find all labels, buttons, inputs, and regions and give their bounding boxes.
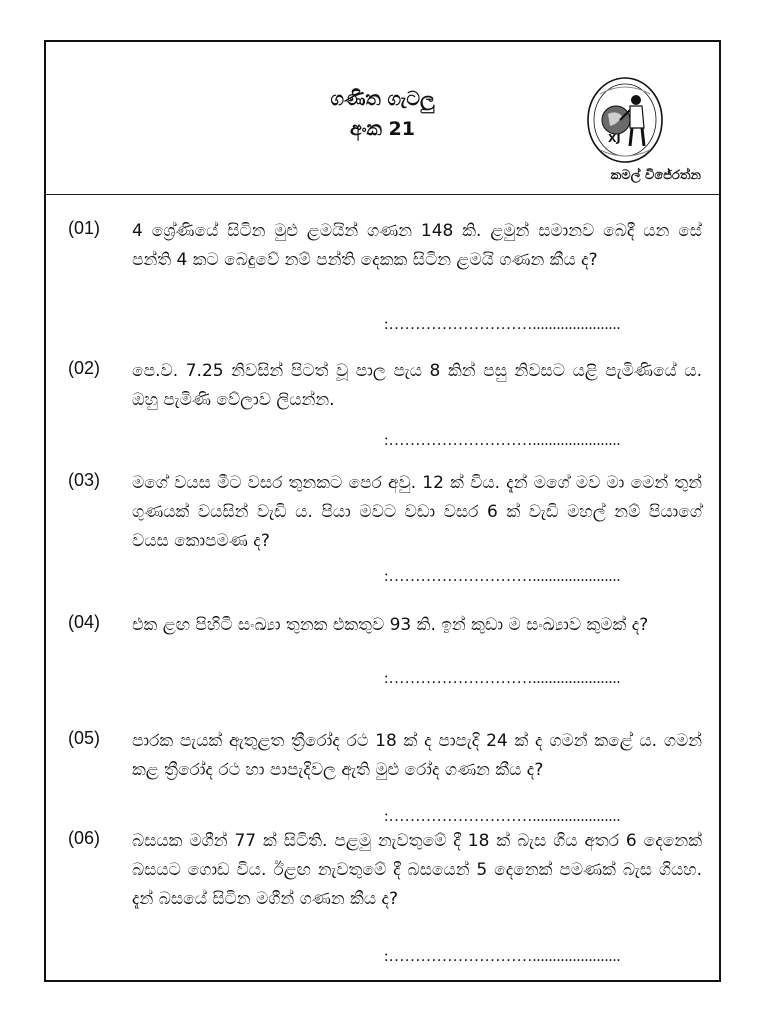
- question-text: මගේ වයස මීට වසර තුනකට පෙර අවු. 12 ක් විය. දැන් මගේ මව මා මෙන් තුන් ගුණයක් වයසින් වැඩි ය. පියා මවට වඩා වසර 6 ක් වැඩි මහල් නම් පියාගේ වයස කොපමණ ද?: [132, 473, 702, 551]
- answer-line: :………………………......................: [384, 316, 621, 333]
- question-text: එක ළඟ පිහිටි සංඛ්‍යා තුනක එකතුව 93 කි. ඉන් කුඩා ම සංඛ්‍යාව කුමක් ද?: [132, 615, 649, 635]
- question-number: (03): [68, 470, 101, 490]
- answer-line: :………………………......................: [384, 568, 621, 585]
- page-subtitle: අංක 21: [349, 118, 415, 140]
- svg-text:XJ: XJ: [608, 132, 621, 145]
- question-number: (06): [68, 828, 101, 848]
- question-text: 4 ශ්‍රේණියේ සිටින මුළු ළමයින් ගණන 148 කි. ළමුන් සමානව බෙදී යන සේ පන්ති 4 කට බෙදුවේ නම් පන්ති දෙකක සිටින ළමයි ගණන කීය ද?: [132, 221, 702, 270]
- worksheet: [44, 40, 721, 982]
- answer-line: :………………………......................: [384, 432, 621, 449]
- question-number: (04): [68, 612, 101, 632]
- question-number: (02): [68, 358, 101, 378]
- question-number: (01): [68, 218, 101, 238]
- question-text: බසයක මගීන් 77 ක් සිටිති. පළමු නැවතුමේ දී 18 ක් බැස ගිය අතර 6 දෙනෙක් බසයට ගොඩ විය. ඊළඟ නැවතුමේ දී බසයෙන් 5 දෙනෙක් පමණක් බැස ගියහ. දැන් බසයේ සිටින මගීන් ගණන කීය ද?: [132, 831, 702, 909]
- worksheet-header: [46, 42, 719, 194]
- question-text: පාරක පැයක් ඇතුළත ත්‍රීරෝද රථ 18 ක් ද පාපැදි 24 ක් ද ගමන් කළේ ය. ගමන් කළ ත්‍රීරෝද රථ හා පාපැදිවල ඇති මුළු රෝද ගණන කීය ද?: [132, 731, 702, 780]
- answer-line: :………………………......................: [384, 670, 621, 687]
- question-number: (05): [68, 728, 101, 748]
- page-title: ගණිත ගැටලු: [330, 88, 435, 110]
- answer-line: :………………………......................: [384, 948, 621, 965]
- logo-icon: [586, 76, 664, 164]
- author-name: කමල් විජේරත්න: [610, 168, 701, 183]
- question-text: පෙ.ව. 7.25 නිවසින් පිටත් වූ පාල පැය 8 කින් පසු නිවසට යළි පැමිණියේ ය. ඔහු පැමිණි වේලාව ලියන්න.: [132, 361, 702, 410]
- answer-line: :………………………......................: [384, 808, 621, 825]
- header-divider: [46, 194, 719, 195]
